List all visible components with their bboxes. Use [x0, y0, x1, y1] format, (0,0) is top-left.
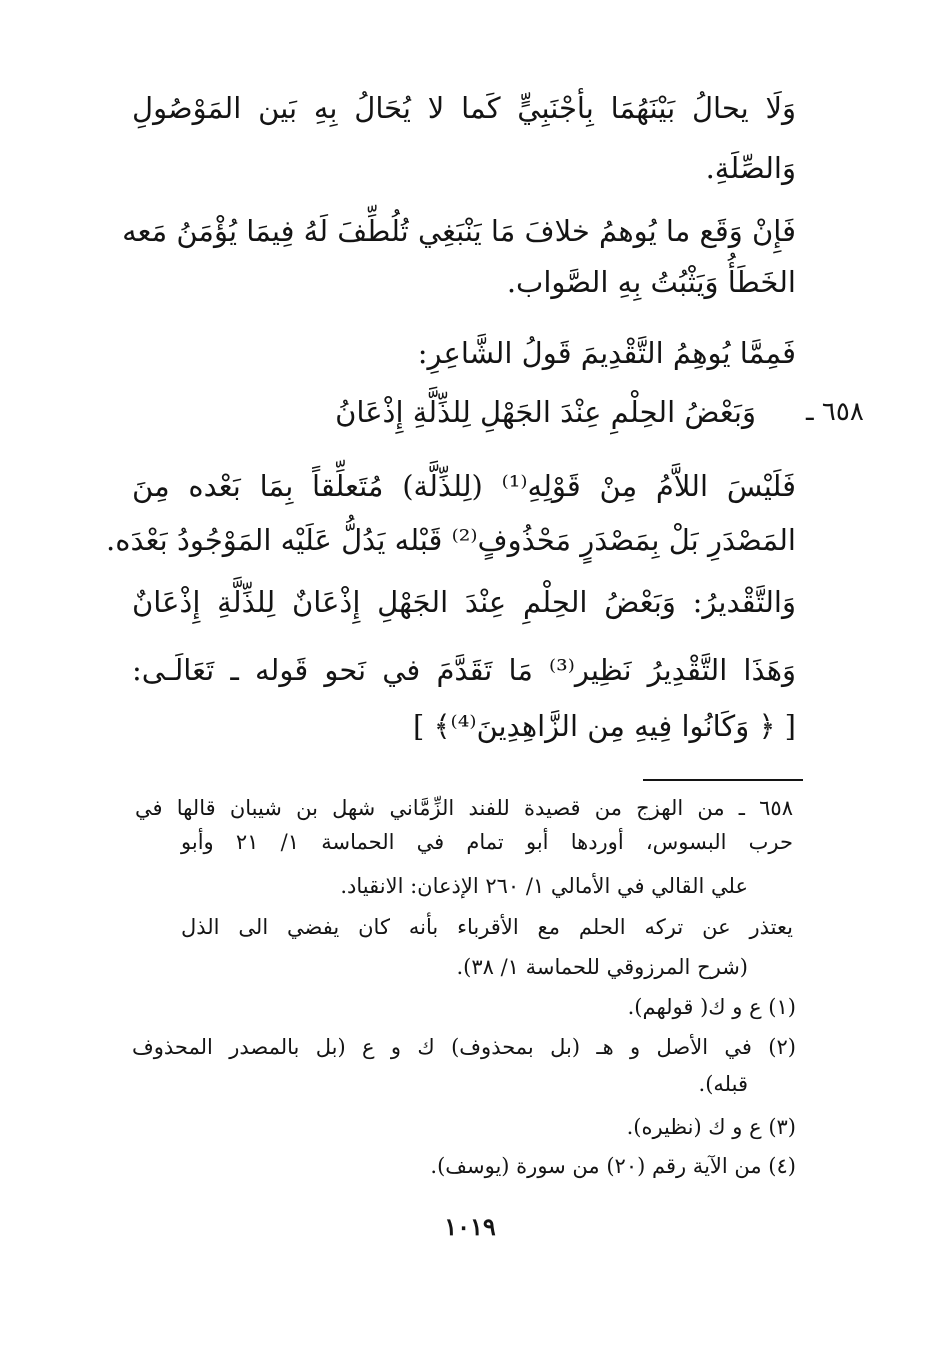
paragraph-2-line-2: الخَطَأُ وَيَثْبُتُ بِهِ الصَّواب.	[506, 265, 796, 299]
footnote-4: (٤) من الآية رقم (٢٠) من سورة (يوسف).	[430, 1154, 796, 1178]
paragraph-1-line-1: وَلَا يحالُ بَيْنَهُمَا بِأجْنَبِيٍّ كَما لا يُحَالُ بِهِ بَين المَوْصُولِ	[132, 91, 796, 125]
paragraph-5: وَالتَّقْديرُ: وَبَعْضُ الحِلْمِ عِنْدَ الجَهْلِ إِذْعَانٌ لِلذِّلَّةِ إِذْعَانٌ	[132, 585, 796, 619]
footnote-2-line-1: (٢) في الأصل و هـ (بل بمحذوف) ك و ع (بل بالمصدر المحذوف	[132, 1035, 796, 1059]
paragraph-6-line-2: [ ﴿ وَكَانُوا فِيهِ مِن الزَّاهِدِينَ⁽⁴⁾﴾ ]	[413, 709, 796, 743]
footnote-2-line-2: قبله).	[698, 1072, 748, 1096]
paragraph-1-line-2: وَالصِّلَةِ.	[705, 151, 796, 185]
paragraph-2-line-1: فَإِنْ وَقَع ما يُوهمُ خلافَ مَا يَنْبَغِي تُلُطِّفَ لَهُ فِيمَا يُؤْمَنُ مَعه	[122, 214, 796, 248]
footnote-658-line-4: يعتذر عن تركه الحلم مع الأقرباء بأنه كان يفضي الى الذل	[181, 915, 793, 939]
page-number: ١٠١٩	[444, 1212, 496, 1241]
paragraph-4-line-2: المَصْدَرِ بَلْ بِمَصْدَرٍ مَحْذُوفٍ⁽²⁾ قَبْله يَدُلُّ عَلَيْه المَوْجُودُ بَعْدَه.	[106, 523, 796, 557]
footnote-658-line-1: ٦٥٨ ـ من الهزج من قصيدة للفند الزِّمَّاني شهل بن شيبان قالها في	[135, 796, 793, 820]
footnote-1: (١) ع و ك( قولهم).	[627, 995, 796, 1019]
paragraph-3: فَمِمَّا يُوهِمُ التَّقْدِيمَ قَولُ الشَّاعِرِ:	[417, 336, 796, 370]
footnote-separator	[643, 779, 803, 781]
footnote-658-line-2: حرب البسوس، أوردها أبو تمام في الحماسة ١/ ٢١ وأبو	[181, 830, 793, 854]
paragraph-6-line-1: وَهَذَا التَّقْدِيرُ نَظِير⁽³⁾ مَا تَقَدَّمَ في نَحو قَوله ـ تَعَالَـى:	[132, 653, 797, 687]
footnote-658-line-5: (شرح المرزوقي للحماسة ١/ ٣٨).	[456, 955, 748, 979]
poetry-verse: وَبَعْضُ الحِلْمِ عِنْدَ الجَهْلِ لِلذِّلَّةِ إِذْعَانُ	[335, 395, 756, 429]
footnote-3: (٣) ع و ك (نظيره).	[626, 1115, 796, 1139]
paragraph-4-line-1: فَلَيْسَ اللاَّمُ مِنْ قَوْلِهِ⁽¹⁾ (لِلذِّلَّة) مُتَعلِّقاً بِمَا بَعْده مِنَ	[132, 469, 796, 503]
footnote-658-line-3: علي القالي في الأمالي ١/ ٢٦٠ الإذعان: الانقياد.	[340, 874, 748, 898]
verse-number: ٦٥٨ ـ	[806, 397, 864, 427]
